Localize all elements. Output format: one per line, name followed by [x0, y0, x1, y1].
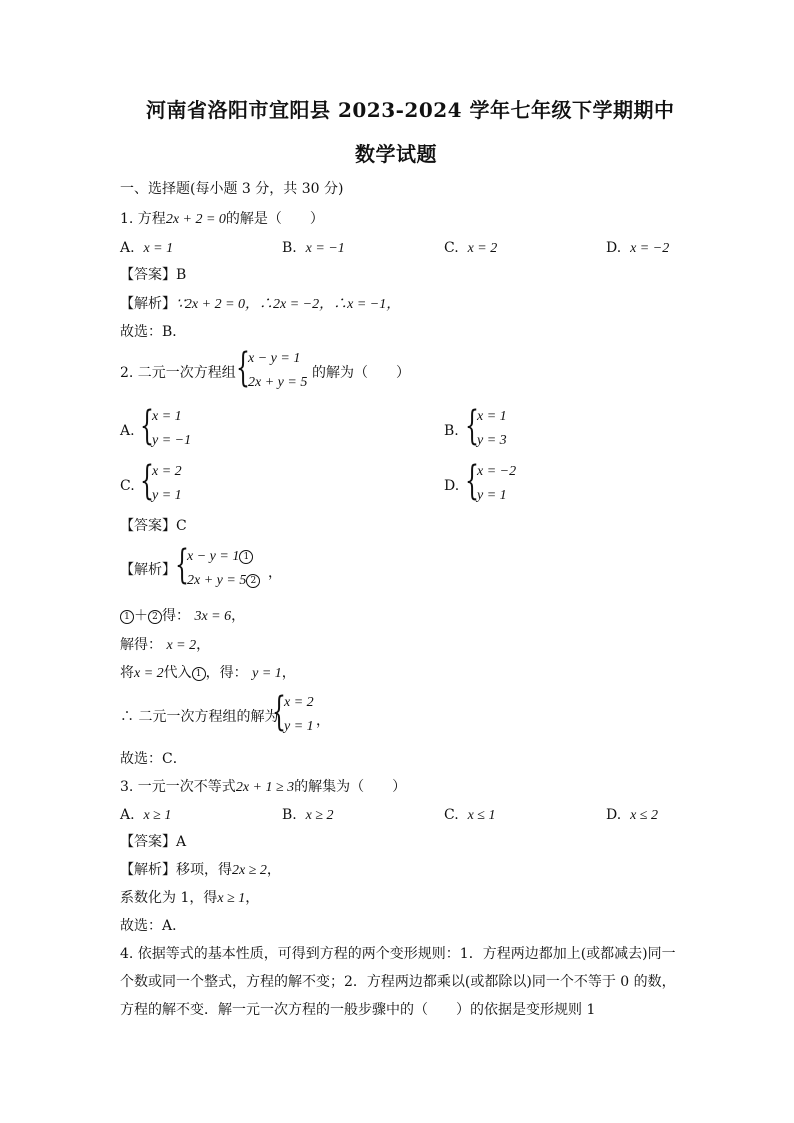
page-subtitle: 数学试题: [355, 142, 437, 166]
question-1: [120, 212, 324, 227]
q2-brace: {: [236, 345, 250, 391]
q3-option-d: D. x ≤ 2: [606, 807, 658, 823]
q3-choose: 故选：A．: [120, 918, 187, 934]
q1-equation: 2x + 2 = 0: [165, 212, 226, 227]
q1-option-c: C. x = 2: [444, 240, 498, 256]
q2-option-c-label: C.: [120, 478, 135, 494]
q2-option-a-brace: {: [140, 403, 154, 449]
q1-suffix: 的解是（ ）: [225, 211, 324, 227]
q2-analysis-label: 【解析】: [120, 562, 176, 578]
q2-option-d-label: D.: [444, 478, 460, 494]
q3-option-a: A. x ≥ 1: [120, 807, 172, 823]
q2-answer: 【答案】C: [120, 518, 187, 534]
q2-analysis-comma: ，: [268, 565, 282, 581]
page-title: 河南省洛阳市宜阳县 2023-2024 学年七年级下学期期中: [146, 98, 675, 122]
question-3: 3. 一元一次不等式2x + 1 ≥ 3的解集为（ ）: [120, 779, 407, 795]
q2-option-b-x: x = 1: [477, 409, 507, 424]
q2-conclusion-comma: ，: [316, 713, 330, 729]
q2-option-c-x: x = 2: [152, 464, 182, 479]
q4-line-1: 4. 依据等式的基本性质，可得到方程的两个变形规则：1．方程两边都加上(或都减去)同一: [120, 946, 676, 962]
q1-answer: 【答案】B: [120, 267, 187, 283]
q2-choose: 故选：C．: [120, 751, 187, 767]
q2-analysis-eq-2: 2x + y = 5 2: [187, 573, 260, 588]
q1-option-a: A. x = 1: [120, 240, 174, 256]
q2-option-a-label: A.: [120, 423, 135, 439]
q1-option-d: D. x = −2: [606, 240, 670, 256]
q2-step-2: 解得： x = 2，: [120, 637, 211, 653]
q1-option-b: B. x = −1: [282, 240, 345, 256]
q1-prefix: 1. 方程: [120, 211, 166, 227]
q2-suffix: 的解为（ ）: [312, 365, 410, 381]
q2-option-c-brace: {: [140, 458, 154, 504]
q1-choose: 故选：B．: [120, 324, 187, 340]
q2-analysis-brace: {: [175, 542, 189, 588]
q2-option-c-y: y = 1: [152, 488, 182, 503]
q2-option-d-x: x = −2: [477, 464, 517, 479]
q2-eq-1: x − y = 1: [248, 351, 301, 366]
q4-line-3: 方程的解不变．解一元一次方程的一般步骤中的（ ）的依据是变形规则 1: [120, 1002, 596, 1018]
q2-option-b-label: B.: [444, 423, 459, 439]
section-heading: 一、选择题(每小题 3 分，共 30 分): [120, 181, 344, 197]
q2-option-a-y: y = −1: [152, 433, 192, 448]
q2-conclusion-text: ∴ 二元一次方程组的解为: [120, 709, 279, 725]
q2-option-b-y: y = 3: [477, 433, 507, 448]
q2-option-a-x: x = 1: [152, 409, 182, 424]
q2-step-3: 将x = 2代入 1 ，得： y = 1，: [120, 665, 296, 681]
q4-line-2: 个数或同一个整式，方程的解不变；2．方程两边都乘以(或都除以)同一个不等于 0 的数，: [120, 974, 676, 990]
q2-prefix: 2. 二元一次方程组: [120, 365, 236, 381]
q2-option-d-brace: {: [465, 458, 479, 504]
q2-analysis-eq-1: x − y = 1 1: [187, 549, 253, 564]
q2-step-1: 1 ＋ 2 得： 3x = 6，: [120, 609, 245, 624]
q2-option-b-brace: {: [465, 403, 479, 449]
q2-conclusion-brace: {: [272, 689, 286, 735]
q3-option-b: B. x ≥ 2: [282, 807, 334, 823]
q3-step-2: 系数化为 1，得x ≥ 1，: [120, 890, 260, 906]
q3-answer: 【答案】A: [120, 834, 187, 850]
q2-conclusion-y: y = 1: [284, 719, 314, 734]
q2-option-d-y: y = 1: [477, 488, 507, 503]
q1-analysis: 【解析】∵2x + 2 = 0，∴2x = −2，∴x = −1，: [120, 296, 401, 312]
q3-analysis: 【解析】移项，得2x ≥ 2，: [120, 862, 281, 878]
q3-option-c: C. x ≤ 1: [444, 807, 496, 823]
q2-eq-2: 2x + y = 5: [248, 375, 308, 390]
q2-conclusion-x: x = 2: [284, 695, 314, 710]
